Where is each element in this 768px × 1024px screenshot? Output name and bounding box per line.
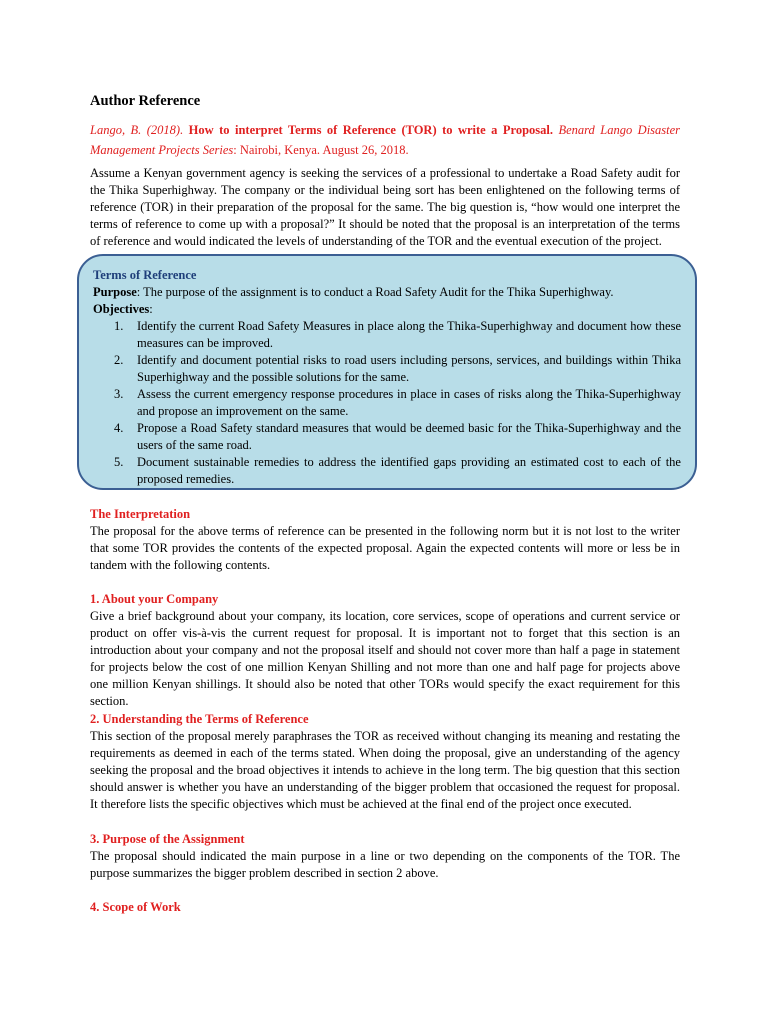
tor-purpose-text: : The purpose of the assignment is to conduct a Road Safety Audit for the Thika Superhighway. bbox=[136, 285, 614, 299]
tor-objectives-heading bbox=[93, 301, 681, 318]
objective-number: 4. bbox=[114, 421, 124, 435]
objective-item bbox=[93, 318, 681, 352]
interpretation-text: The proposal for the above terms of reference can be presented in the following norm but it is not lost to the writer that some TOR provides the contents of the expected proposal. Again the expected contents will more or less be in tandem with the following contents. bbox=[90, 524, 680, 572]
author-reference-block bbox=[90, 91, 680, 250]
citation-place-date: : Nairobi, Kenya. August 26, 2018. bbox=[233, 143, 409, 157]
objective-item bbox=[93, 420, 681, 454]
citation-author-year: Lango, B. (2018). bbox=[90, 123, 184, 137]
terms-of-reference-box bbox=[77, 254, 697, 490]
intro-paragraph: Assume a Kenyan government agency is seeking the services of a professional to undertake a Road Safety audit for the Thika Superhighway. The company or the individual being sort has been enlightened on the following terms of reference (TOR) in their preparation of the proposal for the same. The big question is, “how would one interpret the terms of reference to come up with a proposal?” It should be noted that the proposal is an interpretation of the terms of reference and would indicated the levels of understanding of the TOR and the eventual execution of the project. bbox=[90, 166, 680, 248]
objective-item bbox=[93, 386, 681, 420]
tor-objectives-colon: : bbox=[149, 302, 153, 316]
citation bbox=[90, 120, 680, 160]
section-heading: 3. Purpose of the Assignment bbox=[90, 832, 245, 846]
tor-title: Terms of Reference bbox=[93, 268, 197, 282]
objective-number: 5. bbox=[114, 455, 124, 469]
tor-objectives-label: Objectives bbox=[93, 302, 150, 316]
objective-text: Identify and document potential risks to road users including persons, services, and buildings within Thika Superhighway and the possible solutions for the same. bbox=[137, 353, 681, 384]
objective-item bbox=[93, 454, 681, 488]
citation-series: Benard Lango Disaster Management Projects Series bbox=[90, 123, 681, 157]
objective-text: Propose a Road Safety standard measures that would be deemed basic for the Thika-Superhighway and the users of the same road. bbox=[137, 421, 681, 452]
section-understanding-tor bbox=[90, 711, 680, 813]
objective-text: Identify the current Road Safety Measures in place along the Thika-Superhighway and document how these measures can be improved. bbox=[137, 319, 681, 350]
section-heading: 1. About your Company bbox=[90, 592, 219, 606]
objective-text: Document sustainable remedies to address the identified gaps providing an estimated cost to each of the proposed remedies. bbox=[137, 455, 681, 486]
objective-text: Assess the current emergency response procedures in place in cases of risks along the Thika-Superhighway and propose an improvement on the same. bbox=[137, 387, 681, 418]
section-purpose-assignment bbox=[90, 831, 680, 882]
section-scope-of-work bbox=[90, 899, 680, 916]
citation-title: How to interpret Terms of Reference (TOR) to write a Proposal. bbox=[188, 123, 553, 137]
objective-number: 2. bbox=[114, 353, 124, 367]
tor-purpose bbox=[93, 284, 681, 301]
objectives-list bbox=[93, 318, 681, 488]
section-text: The proposal should indicated the main purpose in a line or two depending on the components of the TOR. The purpose summarizes the bigger problem described in section 2 above. bbox=[90, 849, 680, 880]
section-heading: 2. Understanding the Terms of Reference bbox=[90, 712, 309, 726]
section-about-company bbox=[90, 591, 680, 710]
tor-purpose-label: Purpose bbox=[93, 285, 137, 299]
author-reference-heading: Author Reference bbox=[90, 93, 201, 109]
section-text: This section of the proposal merely paraphrases the TOR as received without changing its meaning and restating the requirements as deemed in each of the terms stated. When doing the proposal, give an understanding of the agency seeking the proposal and the broad objectives it intends to achieve in the long term. The big question that this section should answer is whether you have an understanding of the bigger problem that occasioned the request for proposal. It therefore lists the specific objectives which must be achieved at the final end of the project once executed. bbox=[90, 729, 680, 811]
objective-number: 3. bbox=[114, 387, 124, 401]
objective-number: 1. bbox=[114, 319, 124, 333]
section-heading: 4. Scope of Work bbox=[90, 900, 181, 914]
objective-item bbox=[93, 352, 681, 386]
section-text: Give a brief background about your company, its location, core services, scope of operations and current service or product on offer vis-à-vis the current request for proposal. It is important not to forget that this section is an introduction about your company and not the proposal itself and should not cover more than half a page in statement for projects below the cost of one million Kenyan Shilling and not more than one and half page for projects above one million Kenyan shillings. It should also be noted that other TORs would specify the exact requirement for this section. bbox=[90, 609, 680, 708]
interpretation-heading: The Interpretation bbox=[90, 507, 191, 521]
interpretation-section bbox=[90, 506, 680, 574]
